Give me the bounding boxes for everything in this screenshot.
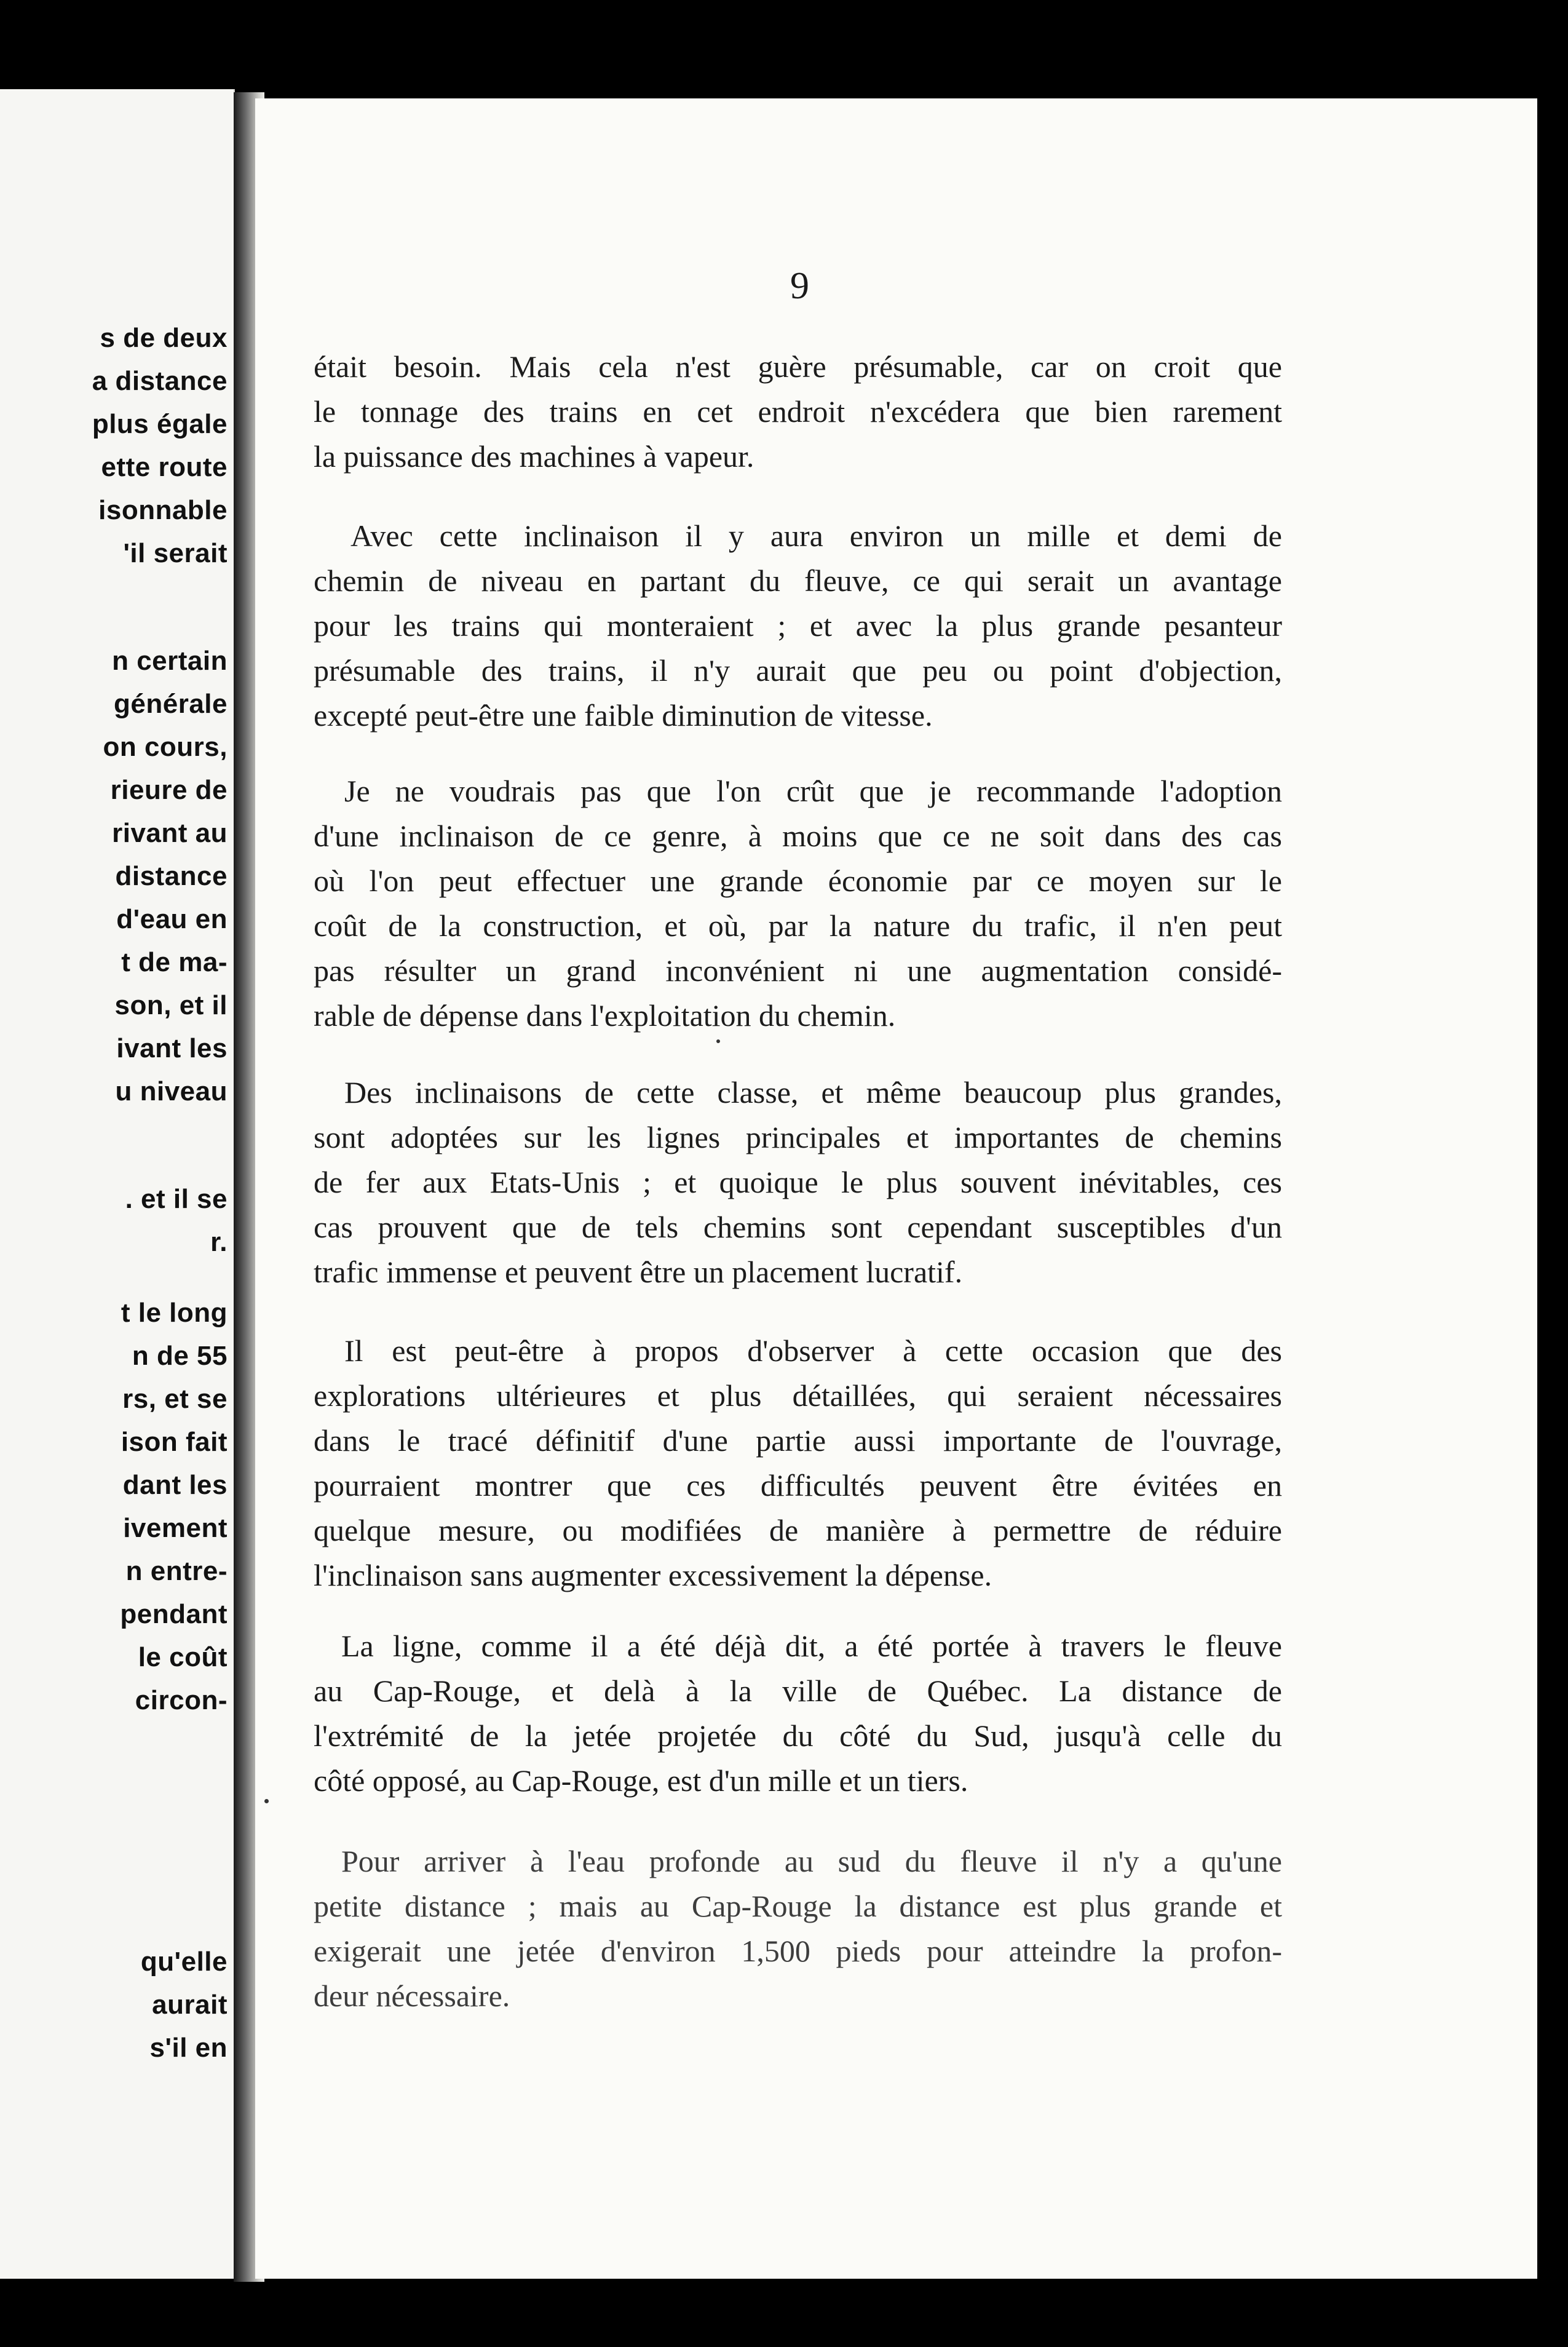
left-page-line: son, et il xyxy=(114,990,228,1020)
left-page-line: t de ma- xyxy=(121,947,228,977)
left-page-line: rivant au xyxy=(112,818,228,848)
left-page-line: r. xyxy=(210,1227,228,1257)
left-page-line: pendant xyxy=(120,1599,228,1629)
text-line: trafic immense et peuvent être un placement lucratif. xyxy=(314,1255,963,1289)
left-page-line: s'il en xyxy=(149,2033,228,2063)
text-line: l'extrémité de la jetée projetée du côté du Sud, jusqu'à celle du xyxy=(314,1718,1282,1753)
text-line: cas prouvent que de tels chemins sont cependant susceptibles d'un xyxy=(314,1210,1282,1244)
text-line: était besoin. Mais cela n'est guère présumable, car on croit que xyxy=(314,349,1282,384)
text-line: quelque mesure, ou modifiées de manière à permettre de réduire xyxy=(314,1513,1282,1547)
left-page-line: ivement xyxy=(123,1513,228,1543)
text-line: d'une inclinaison de ce genre, à moins que ce ne soit dans des cas xyxy=(314,819,1282,853)
text-line: excepté peut-être une faible diminution de vitesse. xyxy=(314,698,933,733)
text-line: le tonnage des trains en cet endroit n'excédera que bien rarement xyxy=(314,394,1282,429)
text-line: chemin de niveau en partant du fleuve, ce qui serait un avantage xyxy=(314,563,1282,598)
paragraph-4 xyxy=(314,1070,1282,1295)
left-page-line: générale xyxy=(114,689,228,719)
text-line: pas résulter un grand inconvénient ni une augmentation considé- xyxy=(314,953,1282,988)
left-page-line: s de deux xyxy=(100,323,228,353)
left-page-line: aurait xyxy=(152,1990,228,2020)
left-page-line: u niveau xyxy=(115,1076,228,1106)
left-page-line: on cours, xyxy=(103,732,228,762)
text-line: de fer aux Etats-Unis ; et quoique le plus souvent inévitables, ces xyxy=(314,1165,1282,1199)
left-page-line: isonnable xyxy=(98,495,228,525)
ink-speck xyxy=(264,1799,269,1803)
text-line: Avec cette inclinaison il y aura environ un mille et demi de xyxy=(350,518,1282,553)
left-page-line: qu'elle xyxy=(140,1947,228,1977)
text-line: dans le tracé définitif d'une partie aussi importante de l'ouvrage, xyxy=(314,1423,1282,1458)
text-line: petite distance ; mais au Cap-Rouge la distance est plus grande et xyxy=(314,1889,1282,1923)
left-page-line: ette route xyxy=(101,452,228,482)
left-page-line: a distance xyxy=(92,366,228,396)
left-page-line: rieure de xyxy=(110,775,228,805)
left-page-line: distance xyxy=(115,861,228,891)
left-page-line: ivant les xyxy=(116,1033,228,1063)
left-page-line: n certain xyxy=(112,646,228,676)
text-line: la puissance des machines à vapeur. xyxy=(314,439,754,474)
left-page-fragment xyxy=(0,89,235,2279)
left-page-line: 'il serait xyxy=(123,538,228,568)
paragraph-5 xyxy=(314,1328,1282,1598)
ink-speck xyxy=(716,1039,720,1043)
left-page-line: ison fait xyxy=(121,1427,228,1457)
left-page-line: t le long xyxy=(121,1298,228,1328)
text-line: Il est peut-être à propos d'observer à cette occasion que des xyxy=(344,1333,1282,1368)
text-line: présumable des trains, il n'y aurait que peu ou point d'objection, xyxy=(314,653,1282,688)
paragraph-7 xyxy=(314,1839,1282,2019)
text-line: Pour arriver à l'eau profonde au sud du fleuve il n'y a qu'une xyxy=(341,1844,1282,1878)
text-line: au Cap-Rouge, et delà à la ville de Québec. La distance de xyxy=(314,1674,1282,1708)
left-page-line: le coût xyxy=(138,1642,228,1672)
left-page-line: dant les xyxy=(122,1470,228,1500)
text-line: coût de la construction, et où, par la nature du trafic, il n'en peut xyxy=(314,908,1282,943)
text-line: exigerait une jetée d'environ 1,500 pieds pour atteindre la profon- xyxy=(314,1934,1282,1968)
text-line: La ligne, comme il a été déjà dit, a été portée à travers le fleuve xyxy=(341,1629,1282,1663)
text-line: l'inclinaison sans augmenter excessivement la dépense. xyxy=(314,1558,992,1592)
left-page-line: rs, et se xyxy=(122,1384,228,1414)
text-line: Des inclinaisons de cette classe, et même beaucoup plus grandes, xyxy=(344,1075,1282,1110)
text-line: deur nécessaire. xyxy=(314,1979,510,2013)
text-line: côté opposé, au Cap-Rouge, est d'un mille et un tiers. xyxy=(314,1763,968,1798)
paragraph-6 xyxy=(314,1624,1282,1803)
text-line: rable de dépense dans l'exploitation du chemin. xyxy=(314,998,896,1033)
paragraph-3 xyxy=(314,769,1282,1038)
text-line: pourraient montrer que ces difficultés peuvent être évitées en xyxy=(314,1468,1282,1503)
text-line: explorations ultérieures et plus détaillées, qui seraient nécessaires xyxy=(314,1378,1282,1413)
text-line: Je ne voudrais pas que l'on crût que je recommande l'adoption xyxy=(344,774,1282,808)
text-line: sont adoptées sur les lignes principales et importantes de chemins xyxy=(314,1120,1282,1154)
left-page-line: circon- xyxy=(135,1685,228,1715)
left-page-line: plus égale xyxy=(92,409,228,439)
left-page-line: d'eau en xyxy=(116,904,228,934)
left-page-line: . et il se xyxy=(125,1184,228,1214)
text-line: où l'on peut effectuer une grande économie par ce moyen sur le xyxy=(314,864,1282,898)
left-page-line: n entre- xyxy=(125,1556,228,1586)
paragraph-2 xyxy=(314,514,1282,738)
left-page-line: n de 55 xyxy=(132,1341,228,1371)
paragraph-1 xyxy=(314,344,1282,479)
page-number: 9 xyxy=(790,265,809,307)
text-line: pour les trains qui monteraient ; et avec la plus grande pesanteur xyxy=(314,608,1282,643)
